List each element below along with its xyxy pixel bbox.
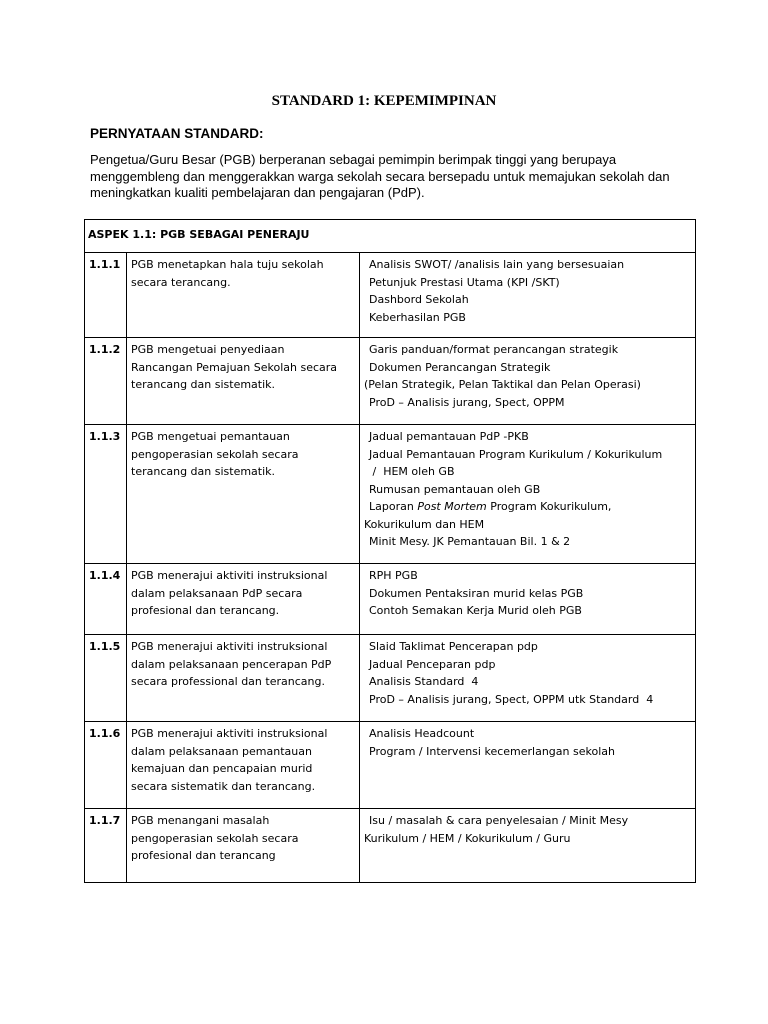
evidence-line: Dashbord Sekolah	[369, 293, 469, 306]
desc-line: PGB menerajui aktiviti instruksional	[131, 640, 328, 653]
evidence-line: Petunjuk Prestasi Utama (KPI /SKT)	[369, 275, 560, 289]
desc-line: secara terancang.	[131, 275, 231, 289]
evidence-line-laporan	[364, 498, 691, 516]
evidence-line: Rumusan pemantauan oleh GB	[369, 482, 541, 496]
standard-statement	[90, 152, 700, 202]
desc-line: PGB menetapkan hala tuju sekolah	[131, 258, 324, 271]
evidence-line: Analisis Headcount	[369, 727, 475, 740]
desc-line: profesional dan terancang.	[131, 604, 280, 617]
evidence-line: ProD – Analisis jurang, Spect, OPPM utk Standard 4	[369, 692, 654, 706]
desc-line: Rancangan Pemajuan Sekolah secara	[131, 360, 338, 374]
evidence-line: Minit Mesy. JK Pemantauan Bil. 1 & 2	[369, 535, 571, 548]
row-number: 1.1.4	[85, 564, 127, 635]
row-evidence	[360, 338, 696, 425]
table-row	[85, 722, 696, 809]
row-number: 1.1.7	[85, 809, 127, 883]
desc-line: dalam pelaksanaan PdP secara	[131, 586, 303, 600]
desc-line: terancang dan sistematik.	[131, 378, 276, 391]
desc-line: PGB menangani masalah	[131, 814, 270, 827]
standard-table	[84, 219, 696, 883]
evidence-line: Jadual pemantauan PdP -PKB	[369, 430, 529, 443]
row-evidence	[360, 253, 696, 338]
evidence-line: Slaid Taklimat Pencerapan pdp	[369, 640, 538, 653]
row-number: 1.1.6	[85, 722, 127, 809]
evidence-line: Kurikulum / HEM / Kokurikulum / Guru	[364, 831, 571, 845]
row-description	[127, 809, 360, 883]
aspek-title: ASPEK 1.1: PGB SEBAGAI PENERAJU	[85, 220, 696, 253]
row-description	[127, 253, 360, 338]
row-evidence	[360, 425, 696, 564]
evidence-line: Analisis Standard 4	[369, 675, 479, 688]
row-number: 1.1.3	[85, 425, 127, 564]
page-title: STANDARD 1: KEPEMIMPINAN	[271, 93, 497, 109]
desc-line: dalam pelaksanaan pencerapan PdP	[131, 657, 332, 671]
row-evidence	[360, 635, 696, 722]
desc-line: terancang dan sistematik.	[131, 465, 276, 478]
row-number: 1.1.1	[85, 253, 127, 338]
desc-line: pengoperasian sekolah secara	[131, 831, 299, 845]
evidence-line: Jadual Pemantauan Program Kurikulum / Kokurikulum	[369, 447, 663, 461]
row-evidence	[360, 722, 696, 809]
desc-line: PGB mengetuai penyediaan	[131, 343, 285, 356]
evidence-line: (Pelan Strategik, Pelan Taktikal dan Pelan Operasi)	[364, 378, 641, 391]
table-row	[85, 253, 696, 338]
row-evidence	[360, 809, 696, 883]
laporan-prefix: Laporan	[369, 500, 418, 513]
statement-line: meningkatkan kualiti pembelajaran dan pengajaran (PdP).	[90, 185, 425, 200]
desc-line: secara professional dan terancang.	[131, 675, 325, 688]
evidence-line: Contoh Semakan Kerja Murid oleh PGB	[369, 604, 582, 617]
row-evidence	[360, 564, 696, 635]
evidence-line: Isu / masalah & cara penyelesaian / Minit Mesy	[369, 814, 629, 827]
evidence-line: Kokurikulum dan HEM	[364, 517, 485, 531]
section-subheading: PERNYATAAN STANDARD:	[90, 126, 264, 141]
evidence-line: Program / Intervensi kecemerlangan sekolah	[369, 744, 615, 758]
statement-line: menggembleng dan menggerakkan warga sekolah secara bersepadu untuk memajukan sekolah dan	[90, 168, 670, 184]
row-description	[127, 564, 360, 635]
table-row	[85, 564, 696, 635]
row-description	[127, 722, 360, 809]
evidence-line: Jadual Penceparan pdp	[369, 657, 496, 671]
desc-line: PGB menerajui aktiviti instruksional	[131, 569, 328, 582]
evidence-line: Analisis SWOT/ /analisis lain yang bersesuaian	[369, 258, 625, 271]
evidence-line: / HEM oleh GB	[369, 465, 455, 478]
row-description	[127, 635, 360, 722]
laporan-suffix: Program Kokurikulum,	[486, 500, 612, 513]
statement-line: Pengetua/Guru Besar (PGB) berperanan sebagai pemimpin berimpak tinggi yang berupaya	[90, 152, 617, 167]
table-row	[85, 635, 696, 722]
evidence-line: Dokumen Pentaksiran murid kelas PGB	[369, 586, 584, 600]
row-description	[127, 425, 360, 564]
desc-line: profesional dan terancang	[131, 849, 276, 862]
row-description	[127, 338, 360, 425]
desc-line: dalam pelaksanaan pemantauan	[131, 744, 312, 758]
evidence-line: Keberhasilan PGB	[369, 310, 466, 324]
table-row	[85, 809, 696, 883]
aspek-header-row	[85, 220, 696, 253]
desc-line: PGB menerajui aktiviti instruksional	[131, 727, 328, 740]
desc-line: PGB mengetuai pemantauan	[131, 430, 290, 443]
desc-line: pengoperasian sekolah secara	[131, 447, 299, 461]
evidence-line: RPH PGB	[369, 569, 418, 582]
row-number: 1.1.5	[85, 635, 127, 722]
desc-line: secara sistematik dan terancang.	[131, 779, 316, 793]
laporan-emphasis: Post Mortem	[417, 500, 487, 513]
evidence-line: Dokumen Perancangan Strategik	[369, 360, 551, 374]
desc-line: kemajuan dan pencapaian murid	[131, 762, 313, 775]
evidence-line: Garis panduan/format perancangan strategik	[369, 343, 619, 356]
evidence-line: ProD – Analisis jurang, Spect, OPPM	[369, 395, 565, 409]
row-number: 1.1.2	[85, 338, 127, 425]
table-row	[85, 425, 696, 564]
table-row	[85, 338, 696, 425]
